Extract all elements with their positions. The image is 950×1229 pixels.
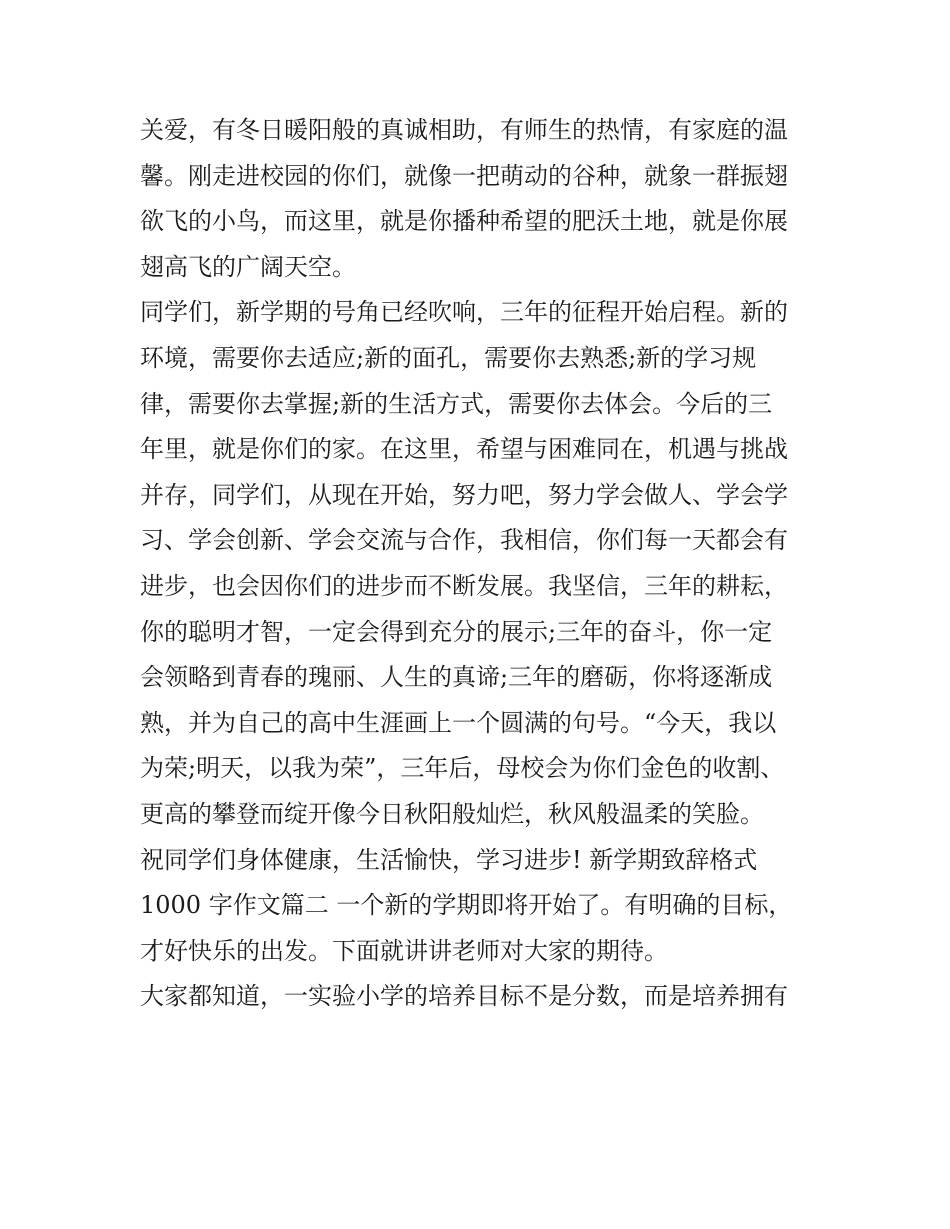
text-line: 进步，也会因你们的进步而不断发展。我坚信，三年的耕耘， [140,571,788,600]
text-line: 为荣;明天，以我为荣”，三年后，母校会为你们金色的收割、 [140,754,785,783]
text-line: 欲飞的小鸟，而这里，就是你播种希望的肥沃土地，就是你展 [140,207,788,236]
text-line: 环境，需要你去适应;新的面孔，需要你去熟悉;新的学习规 [140,343,757,372]
text-line: 律，需要你去掌握;新的生活方式，需要你去体会。今后的三 [140,389,773,418]
text-line: 祝同学们身体健康，生活愉快，学习进步! 新学期致辞格式 [140,845,758,874]
document-body [140,108,830,1020]
text-line: 并存，同学们，从现在开始，努力吧，努力学会做人、学会学 [140,480,788,509]
text-line: 会领略到青春的瑰丽、人生的真谛;三年的磨砺，你将逐渐成 [140,663,773,692]
text-line: 馨。刚走进校园的你们，就像一把萌动的谷种，就象一群振翅 [140,161,788,190]
text-line: 关爱，有冬日暖阳般的真诚相助，有师生的热情，有家庭的温 [140,116,788,144]
text-line: 更高的攀登而绽开像今日秋阳般灿烂，秋风般温柔的笑脸。 [140,799,764,828]
text-line: 翅高飞的广阔天空。 [140,252,356,281]
text-line: 1000 字作文篇二 一个新的学期即将开始了。有明确的目标， [140,891,793,920]
text-line: 同学们，新学期的号角已经吹响，三年的征程开始启程。新的 [140,298,788,327]
text-line: 年里，就是你们的家。在这里，希望与困难同在，机遇与挑战 [140,435,788,464]
text-line: 熟，并为自己的高中生涯画上一个圆满的句号。“今天，我以 [140,708,777,737]
text-line: 你的聪明才智，一定会得到充分的展示;三年的奋斗，你一定 [140,617,773,646]
text-line: 大家都知道，一实验小学的培养目标不是分数，而是培养拥有 [140,982,788,1011]
text-line: 才好快乐的出发。下面就讲讲老师对大家的期待。 [140,936,668,965]
text-line: 习、学会创新、学会交流与合作，我相信，你们每一天都会有 [140,526,788,555]
